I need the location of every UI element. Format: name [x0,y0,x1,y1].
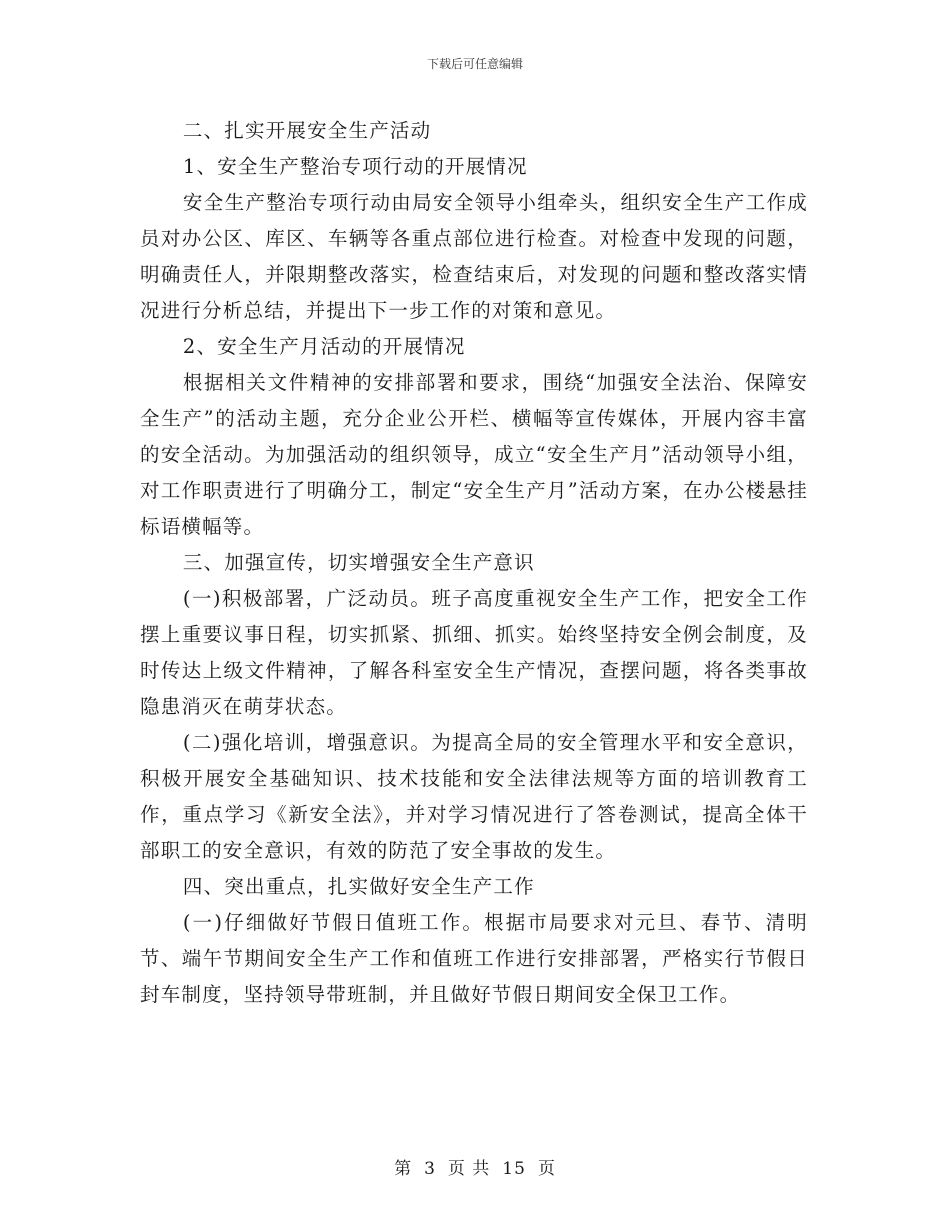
footer-total-pages: 15 [502,1159,526,1179]
footer-middle: 页 共 [447,1159,491,1179]
page-footer [0,1154,950,1179]
body-paragraph: (一)仔细做好节假日值班工作。根据市局要求对元旦、春节、清明节、端午节期间安全生产工作和值班工作进行安排部署，严格实行节假日封车制度，坚持领导带班制，并且做好节假日期间安全保卫工作。 [140,911,808,1006]
section-heading: 二、扎实开展安全生产活动 [182,119,432,142]
body-paragraph: 根据相关文件精神的安排部署和要求，围绕“加强安全法治、保障安全生产”的活动主题，充分企业公开栏、横幅等宣传媒体，开展内容丰富的安全活动。为加强活动的组织领导，成立“安全生产月”活动领导小组，对工作职责进行了明确分工，制定“安全生产月”活动方案，在办公楼悬挂标语横幅等。 [140,371,808,538]
document-body [140,113,808,1013]
subsection-heading: 2、安全生产月活动的开展情况 [182,335,466,358]
section-heading: 三、加强宣传，切实增强安全生产意识 [182,551,535,574]
subsection-heading: 1、安全生产整治专项行动的开展情况 [182,155,528,178]
page-header: 下载后可任意编辑 [426,57,523,71]
footer-current-page: 3 [424,1159,436,1179]
section-heading: 四、突出重点，扎实做好安全生产工作 [182,875,535,898]
body-paragraph: (一)积极部署，广泛动员。班子高度重视安全生产工作，把安全工作摆上重要议事日程，切实抓紧、抓细、抓实。始终坚持安全例会制度，及时传达上级文件精神，了解各科室安全生产情况，查摆问题，将各类事故隐患消灭在萌芽状态。 [140,587,808,718]
body-paragraph: 安全生产整治专项行动由局安全领导小组牵头，组织安全生产工作成员对办公区、库区、车辆等各重点部位进行检查。对检查中发现的问题，明确责任人，并限期整改落实，检查结束后，对发现的问题和整改落实情况进行分析总结，并提出下一步工作的对策和意见。 [140,191,808,322]
body-paragraph: (二)强化培训，增强意识。为提高全局的安全管理水平和安全意识，积极开展安全基础知识、技术技能和安全法律法规等方面的培训教育工作，重点学习《新安全法》，并对学习情况进行了答卷测试，提高全体干部职工的安全意识，有效的防范了安全事故的发生。 [140,731,808,862]
footer-suffix: 页 [537,1159,556,1179]
footer-prefix: 第 [394,1159,413,1179]
